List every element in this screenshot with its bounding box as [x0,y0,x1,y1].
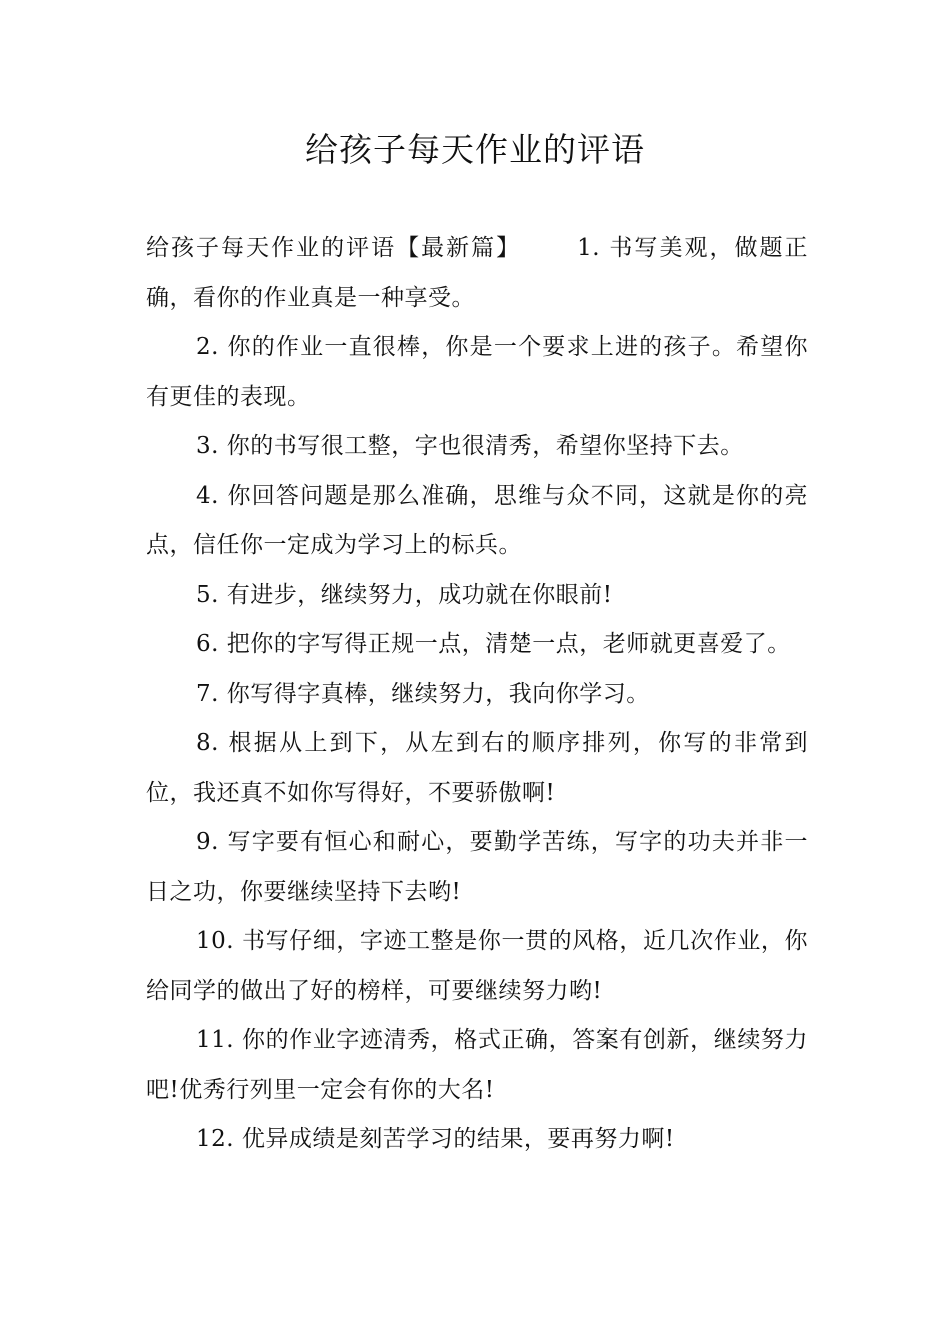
comment-item-6: 6. 把你的字写得正规一点，清楚一点，老师就更喜爱了。 [196,631,791,657]
comment-item-12: 12. 优异成绩是刻苦学习的结果，要再努力啊! [196,1126,675,1152]
comment-item-1: 1. 书写美观，做题正确，看你的作业真是一种享受。 [146,235,808,311]
comment-item-9: 9. 写字要有恒心和耐心，要勤学苦练，写字的功夫并非一日之功，你要继续坚持下去哟! [146,829,808,905]
intro-heading: 给孩子每天作业的评语【最新篇】 [146,235,522,261]
comment-item-2: 2. 你的作业一直很棒，你是一个要求上进的孩子。希望你有更佳的表现。 [146,334,808,410]
comment-item-8: 8. 根据从上到下，从左到右的顺序排列，你写的非常到位，我还真不如你写得好，不要骄傲啊! [146,730,808,806]
comment-item-3: 3. 你的书写很工整，字也很清秀，希望你坚持下去。 [196,433,744,459]
comment-item-4: 4. 你回答问题是那么准确，思维与众不同，这就是你的亮点，信任你一定成为学习上的标兵。 [146,482,808,558]
comment-item-7: 7. 你写得字真棒，继续努力，我向你学习。 [196,680,650,707]
comment-item-10: 10. 书写仔细，字迹工整是你一贯的风格，近几次作业，你给同学的做出了好的榜样，可要继续努力哟! [146,928,808,1004]
comment-item-11: 11. 你的作业字迹清秀，格式正确，答案有创新，继续努力吧!优秀行列里一定会有你的大名! [146,1027,808,1103]
document-title: 给孩子每天作业的评语 [305,130,645,169]
comment-item-5: 5. 有进步，继续努力，成功就在你眼前! [196,581,613,608]
intro-paragraph [146,224,808,323]
document-body [146,224,808,1165]
